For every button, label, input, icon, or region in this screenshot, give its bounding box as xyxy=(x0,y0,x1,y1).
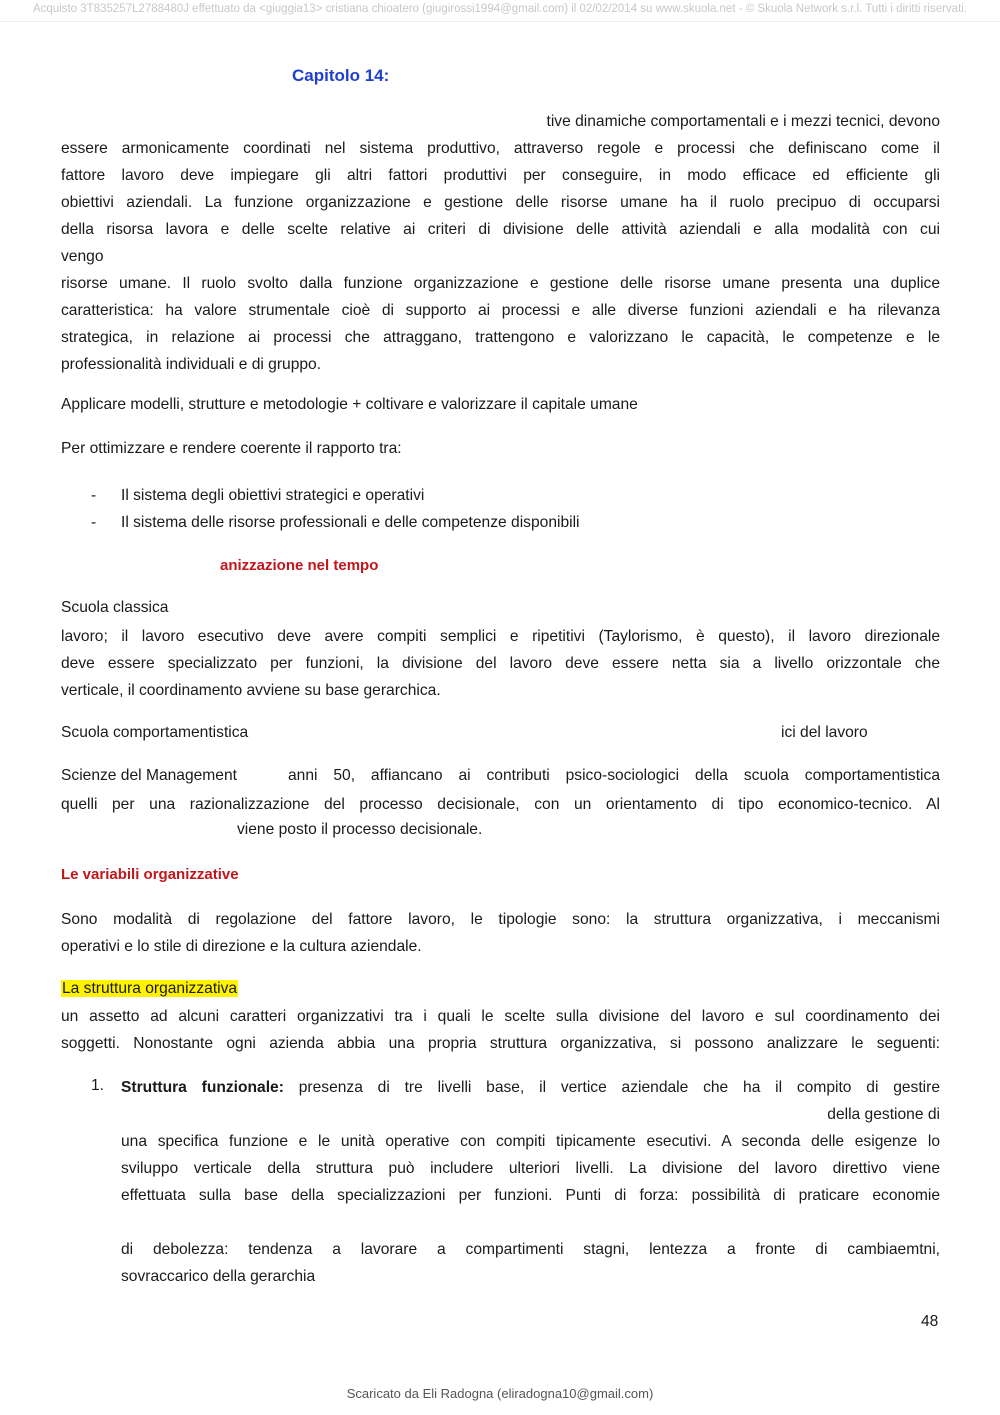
text-line: della risorsa lavora e delle scelte relative ai criteri di divisione delle attività aziendali e alla modalità con cui xyxy=(61,221,940,238)
text-line: risorse umane. Il ruolo svolto dalla funzione organizzazione e gestione delle risorse umane presenta una duplice xyxy=(61,275,940,292)
numbered-item-1 xyxy=(121,1074,940,1290)
dash-bullet: - xyxy=(91,487,97,504)
bullet-list xyxy=(91,482,580,536)
dash-bullet: - xyxy=(91,514,97,531)
text-line: caratteristica: ha valore strumentale cioè di supporto ai processi e alle diverse funzioni aziendali e ha rilevanza xyxy=(61,302,940,319)
scienze-line1: anni 50, affiancano ai contributi psico-sociologici della scuola comportamentistica xyxy=(288,767,940,784)
paragraph-applicare: Applicare modelli, strutture e metodologie + coltivare e valorizzare il capitale umane xyxy=(61,396,638,413)
struttura-paragraph xyxy=(61,1003,940,1057)
struttura-heading xyxy=(61,980,238,998)
list-item xyxy=(91,482,580,509)
section-heading-evolution: anizzazione nel tempo xyxy=(220,557,379,574)
text-line: una specifica funzione e le unità operative con compiti tipicamente esecutivi. A seconda delle esigenze lo xyxy=(121,1133,940,1150)
text-line: Sono modalità di regolazione del fattore lavoro, le tipologie sono: la struttura organizzativa, i meccanismi xyxy=(61,911,940,928)
comport-tail: ici del lavoro xyxy=(781,724,868,741)
text-line: vengo xyxy=(61,248,104,265)
text-line: lavoro; il lavoro esecutivo deve avere compiti semplici e ripetitivi (Taylorismo, è questo), il lavoro direzionale xyxy=(61,628,940,645)
list-item-text: Il sistema degli obiettivi strategici e operativi xyxy=(121,487,425,504)
classica-paragraph xyxy=(61,623,940,704)
section-heading-variabili: Le variabili organizzative xyxy=(61,866,239,883)
text-line: sovraccarico della gerarchia xyxy=(121,1268,316,1285)
text-line: un assetto ad alcuni caratteri organizzativi tra i quali le scelte sulla divisione del lavoro e sul coordinamento dei xyxy=(61,1008,940,1025)
highlighted-heading: La struttura organizzativa xyxy=(62,980,238,997)
item-text: presenza di tre livelli base, il vertice aziendale che ha il compito di gestire xyxy=(298,1079,940,1096)
list-number: 1. xyxy=(91,1077,105,1094)
chapter-title: Capitolo 14: xyxy=(292,66,390,85)
page-number: 48 xyxy=(921,1313,939,1330)
text-line: obiettivi aziendali. La funzione organizzazione e gestione delle risorse umane ha il ruolo precipuo di occuparsi xyxy=(61,194,940,211)
text-line: operativi e lo stile di direzione e la cultura aziendale. xyxy=(61,938,422,955)
blank-line xyxy=(121,1209,940,1236)
scienze-line3: viene posto il processo decisionale. xyxy=(237,821,483,838)
text-line: professionalità individuali e di gruppo. xyxy=(61,356,322,373)
scienze-label: Scienze del Management xyxy=(61,767,237,784)
text-line: quelli per una razionalizzazione del processo decisionale, con un orientamento di tipo economico-tecnico. Al xyxy=(61,796,940,813)
text-line: verticale, il coordinamento avviene su base gerarchica. xyxy=(61,682,441,699)
list-item-text: Il sistema delle risorse professionali e delle competenze disponibili xyxy=(121,514,580,531)
text-line: sviluppo verticale della struttura può includere ulteriori livelli. La divisione del lavoro direttivo viene xyxy=(121,1160,940,1177)
text-line: di debolezza: tendenza a lavorare a compartimenti stagni, lentezza a fronte di cambiaemtni, xyxy=(121,1241,940,1258)
comport-label: Scuola comportamentistica xyxy=(61,724,249,741)
intro-paragraph xyxy=(61,108,940,378)
text-line: effettuata sulla base della specializzazioni per funzioni. Punti di forza: possibilità di praticare economie xyxy=(121,1187,940,1204)
purchase-watermark: Acquisto 3T835257L2788480J effettuato da <giuggia13> cristiana chioatero (giugirossi1994@gmail.com) il 02/02/2014 su www.skuola.net - © Skuola Network s.r.l. Tutti i diritti riservati. xyxy=(32,3,968,15)
item-title: Struttura funzionale: xyxy=(121,1079,284,1096)
text-line: strategica, in relazione ai processi che attraggano, trattengono e valorizzano le capacità, le competenze e le xyxy=(61,329,940,346)
text-line xyxy=(121,1074,940,1101)
text-line: soggetti. Nonostante ogni azienda abbia una propria struttura organizzativa, si possono analizzare le seguenti: xyxy=(61,1035,940,1052)
text-line: della gestione di xyxy=(827,1106,940,1123)
classica-label: Scuola classica xyxy=(61,599,169,616)
text-line: essere armonicamente coordinati nel sistema produttivo, attraverso regole e processi che definiscano come il xyxy=(61,140,940,157)
variabili-paragraph xyxy=(61,906,940,960)
text-line: deve essere specializzato per funzioni, la divisione del lavoro deve essere netta sia a livello orizzontale che xyxy=(61,655,940,672)
download-footer: Scaricato da Eli Radogna (eliradogna10@gmail.com) xyxy=(346,1386,654,1401)
paragraph-ottimizzare: Per ottimizzare e rendere coerente il rapporto tra: xyxy=(61,440,402,457)
watermark-divider xyxy=(0,21,1000,22)
text-line: fattore lavoro deve impiegare gli altri fattori produttivi per conseguire, in modo efficace ed efficiente gli xyxy=(61,167,940,184)
scienze-paragraph xyxy=(61,791,940,818)
list-item xyxy=(91,509,580,536)
text-line: tive dinamiche comportamentali e i mezzi tecnici, devono xyxy=(546,113,940,130)
